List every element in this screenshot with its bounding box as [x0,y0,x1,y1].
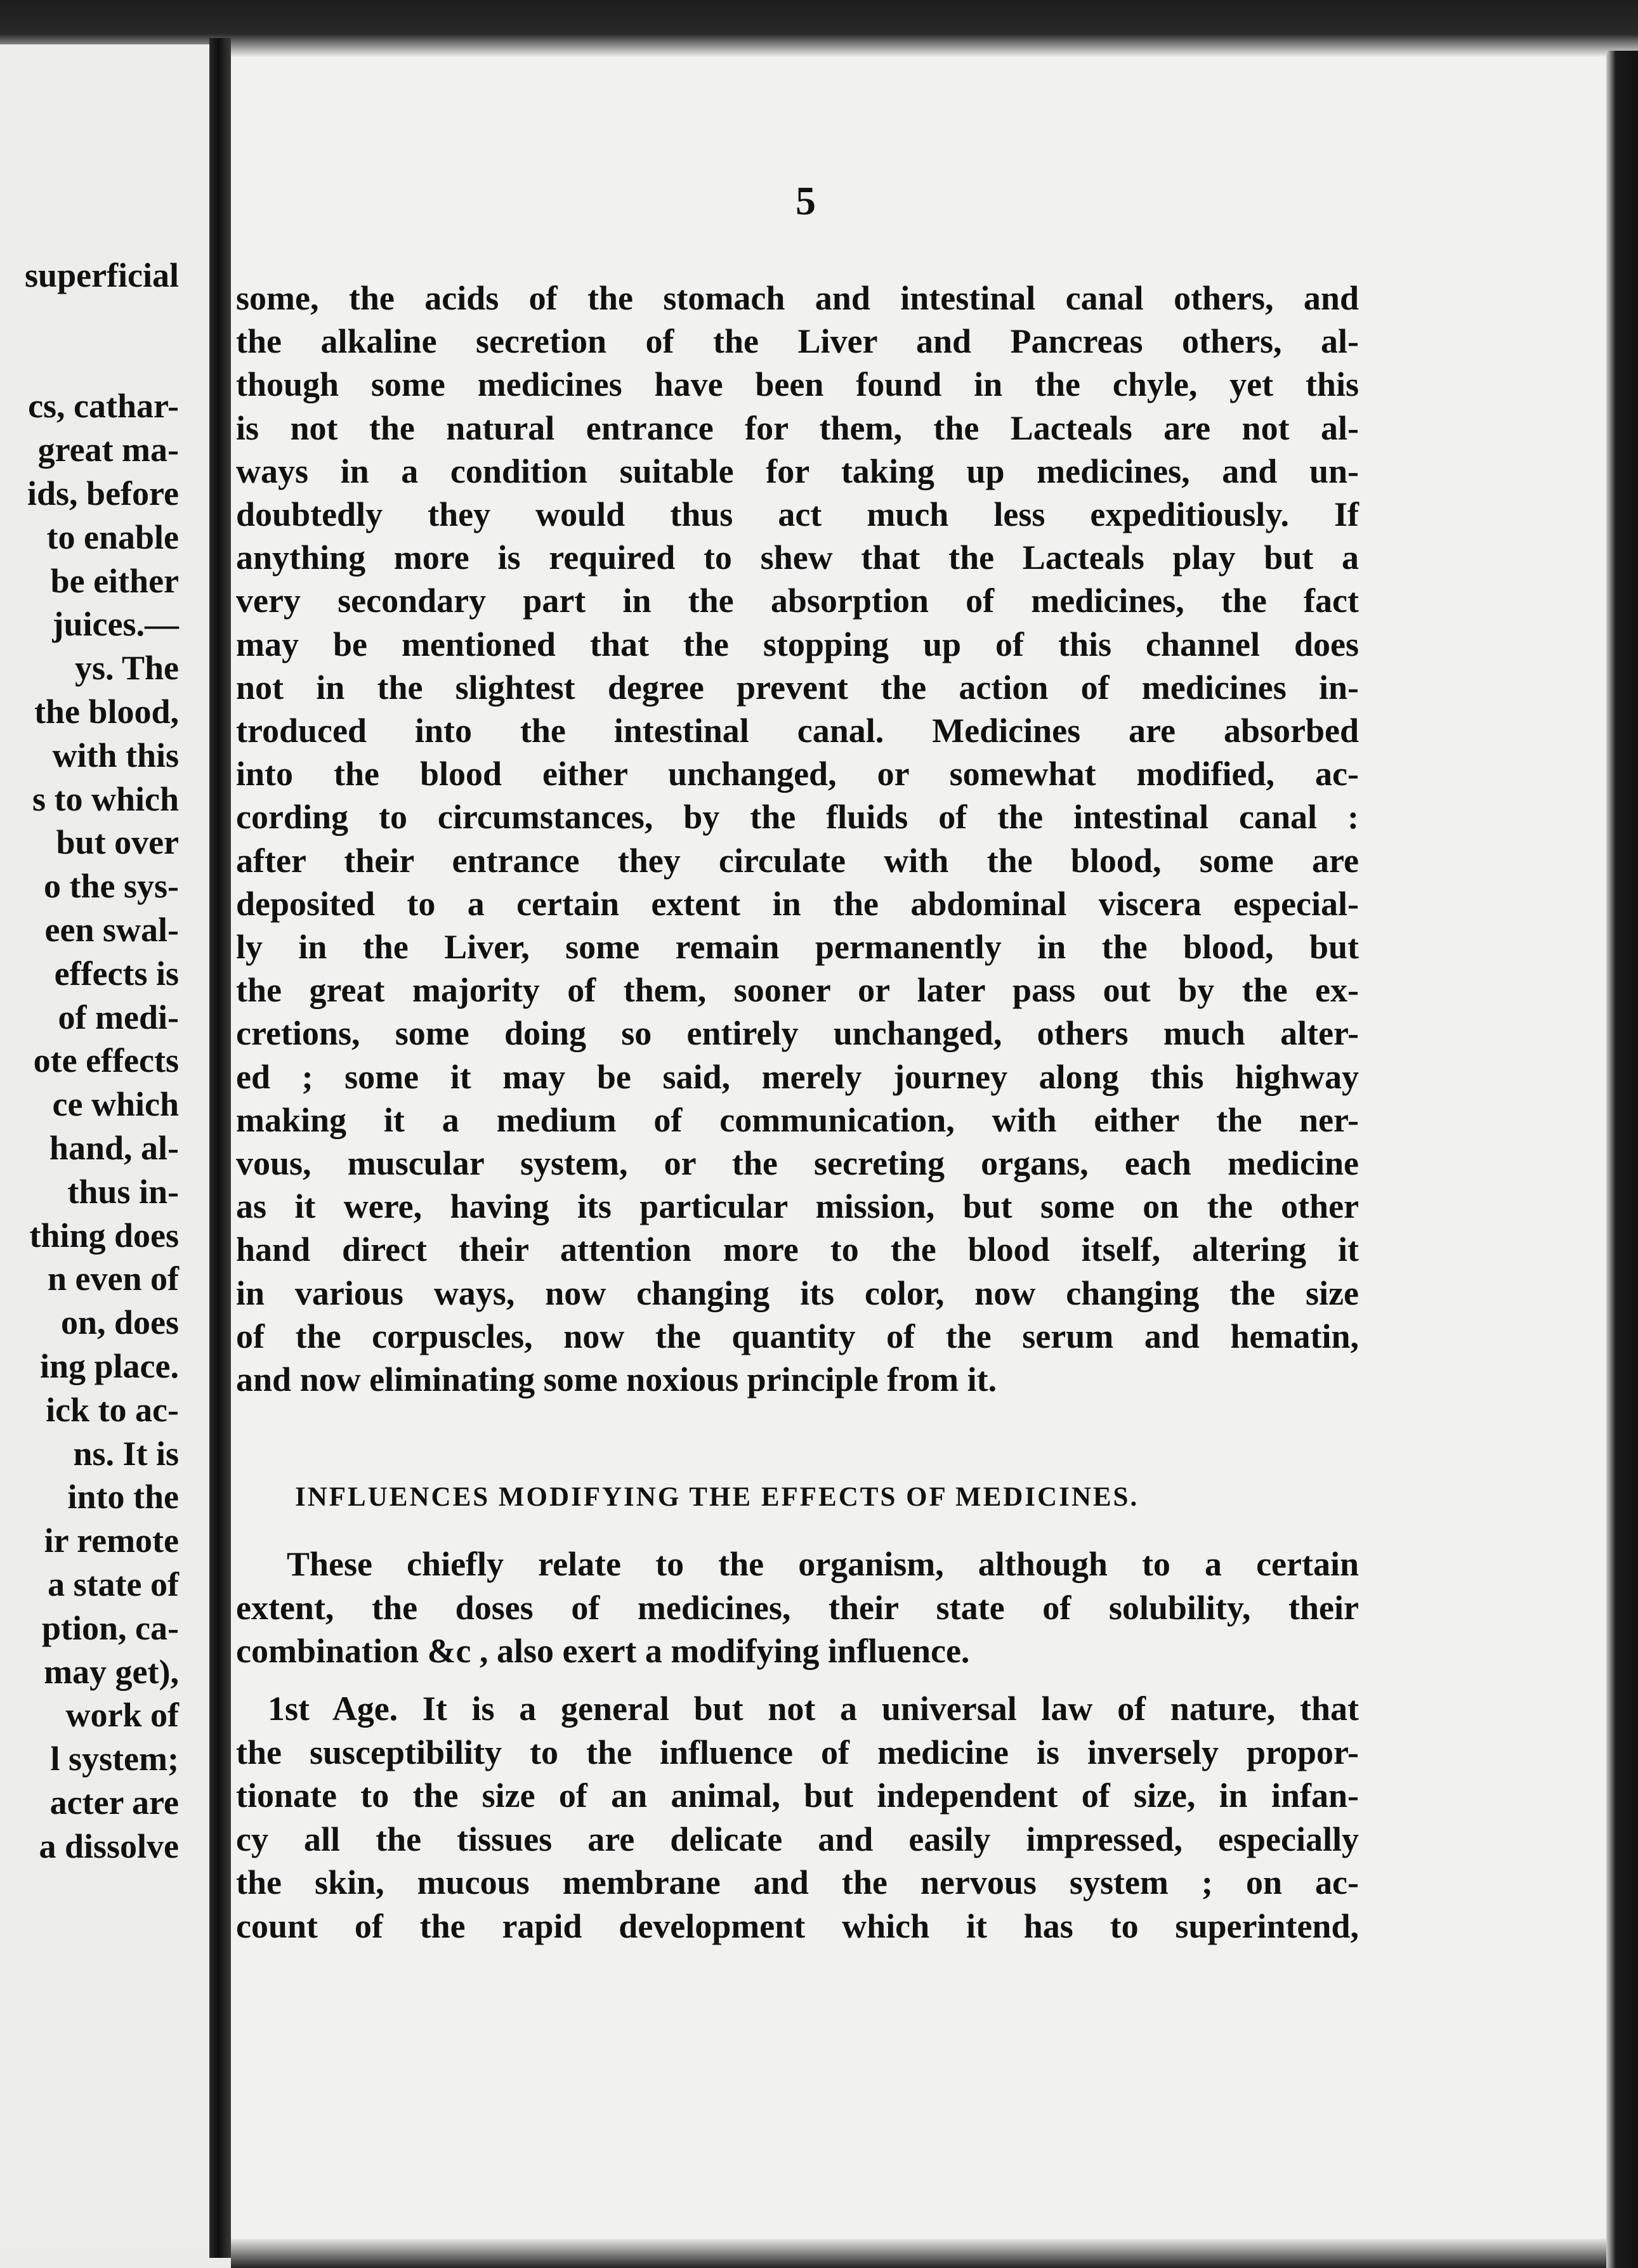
text-line: the great majority of them, sooner or later pass out by the ex- [236,971,1359,1010]
scan-bottom-edge [231,2239,1606,2268]
text-line: anything more is required to shew that the Lacteals play but a [236,538,1359,577]
text-line: hand direct their attention more to the blood itself, altering it [236,1230,1359,1269]
left-page-line: ote effects [33,1041,179,1080]
left-page-line: een swal- [44,910,179,949]
text-line: not in the slightest degree prevent the action of medicines in- [236,668,1359,707]
left-page-line: work of [65,1696,179,1735]
text-line: though some medicines have been found in the chyle, yet this [236,365,1359,404]
text-line: doubtedly they would thus act much less expeditiously. If [236,495,1359,534]
text-line: very secondary part in the absorption of medicines, the fact [236,582,1359,620]
text-line: ly in the Liver, some remain permanently in the blood, but [236,928,1359,967]
text-line: deposited to a certain extent in the abdominal viscera especial- [236,884,1359,923]
scan-top-shadow [0,0,1638,57]
left-facing-page [0,44,209,2252]
text-line: troduced into the intestinal canal. Medicines are absorbed [236,712,1359,750]
page-number: 5 [796,178,816,223]
left-page-line: with this [52,736,179,774]
left-page-line: effects is [54,954,179,993]
left-page-line: to enable [46,518,179,556]
paragraph-influences [236,1542,1359,1673]
left-page-line: n even of [48,1260,179,1298]
left-page-line: be either [50,561,179,600]
text-line: count of the rapid development which it has to superintend, [236,1906,1359,1945]
left-page-line: a dissolve [39,1827,179,1865]
section-heading: INFLUENCES MODIFYING THE EFFECTS OF MEDICINES. [295,1482,1139,1512]
text-line: These chiefly relate to the organism, although to a certain [287,1545,1359,1583]
text-line: the skin, mucous membrane and the nervous system ; on ac- [236,1863,1359,1901]
left-page-line: superficial [25,256,179,294]
text-line: as it were, having its particular mission, but some on the other [236,1187,1359,1226]
left-page-line [25,297,179,341]
left-page-line: of medi- [58,998,179,1036]
text-line: ed ; some it may be said, merely journey along this highway [236,1057,1359,1096]
left-page-line: a state of [48,1565,179,1603]
text-line: combination &c , also exert a modifying influence. [236,1632,970,1670]
scan-right-edge [1606,51,1638,2268]
left-page-line: ns. It is [73,1434,179,1473]
left-page-line: ir remote [44,1522,179,1560]
left-page-line: thing does [29,1216,179,1255]
text-line: the alkaline secretion of the Liver and Pancreas others, al- [236,322,1359,361]
book-gutter [209,38,231,2258]
left-page-line: ption, ca- [42,1608,179,1647]
text-line: cording to circumstances, by the fluids of the intestinal canal : [236,798,1359,837]
left-page-line: cs, cathar- [28,387,179,426]
text-line: of the corpuscles, now the quantity of the serum and hematin, [236,1317,1359,1355]
left-page-line: ce which [52,1085,179,1124]
text-line: tionate to the size of an animal, but independent of size, in infan- [236,1776,1359,1815]
left-page-line: acter are [49,1783,179,1822]
paragraph-age [236,1687,1359,1948]
text-line: may be mentioned that the stopping up of this channel does [236,625,1359,663]
left-page-line: ids, before [27,474,179,512]
text-line: extent, the doses of medicines, their state of solubility, their [236,1588,1359,1627]
text-line: ways in a condition suitable for taking up medicines, and un- [236,452,1359,490]
left-page-line: juices.— [52,605,179,644]
text-line: and now eliminating some noxious principle from it. [236,1360,997,1399]
left-page-line: s to which [32,779,179,818]
text-line: some, the acids of the stomach and intestinal canal others, and [236,279,1359,317]
text-line: the susceptibility to the influence of medicine is inversely propor- [236,1733,1359,1771]
body-paragraph [236,277,1359,1401]
text-line: into the blood either unchanged, or somewhat modified, ac- [236,755,1359,793]
left-page-line: ing place. [39,1346,179,1385]
left-page-line: ys. The [74,649,179,688]
text-line: is not the natural entrance for them, the Lacteals are not al- [236,408,1359,447]
left-page-line: great ma- [37,431,179,469]
left-page-line: ick to ac- [46,1390,179,1429]
text-line: vous, muscular system, or the secreting organs, each medicine [236,1144,1359,1183]
text-line: after their entrance they circulate with the blood, some are [236,841,1359,880]
left-page-line: the blood, [34,692,179,731]
left-page-line: but over [56,823,179,862]
left-page-line: may get), [44,1652,179,1691]
text-line: making it a medium of communication, with either the ner- [236,1100,1359,1139]
left-page-line: hand, al- [49,1128,179,1167]
left-page-line: o the sys- [44,867,179,906]
left-page-text [25,254,179,1868]
text-line: cretions, some doing so entirely unchanged, others much alter- [236,1014,1359,1053]
text-line: in various ways, now changing its color, now changing the size [236,1274,1359,1312]
left-page-line: into the [67,1478,179,1516]
text-line: 1st Age. It is a general but not a universal law of nature, that [268,1690,1359,1728]
left-page-line: thus in- [67,1172,179,1211]
text-line: cy all the tissues are delicate and easily impressed, especially [236,1820,1359,1858]
left-page-line [25,341,179,385]
left-page-line: on, does [60,1303,179,1342]
left-page-line: l system; [50,1740,179,1778]
